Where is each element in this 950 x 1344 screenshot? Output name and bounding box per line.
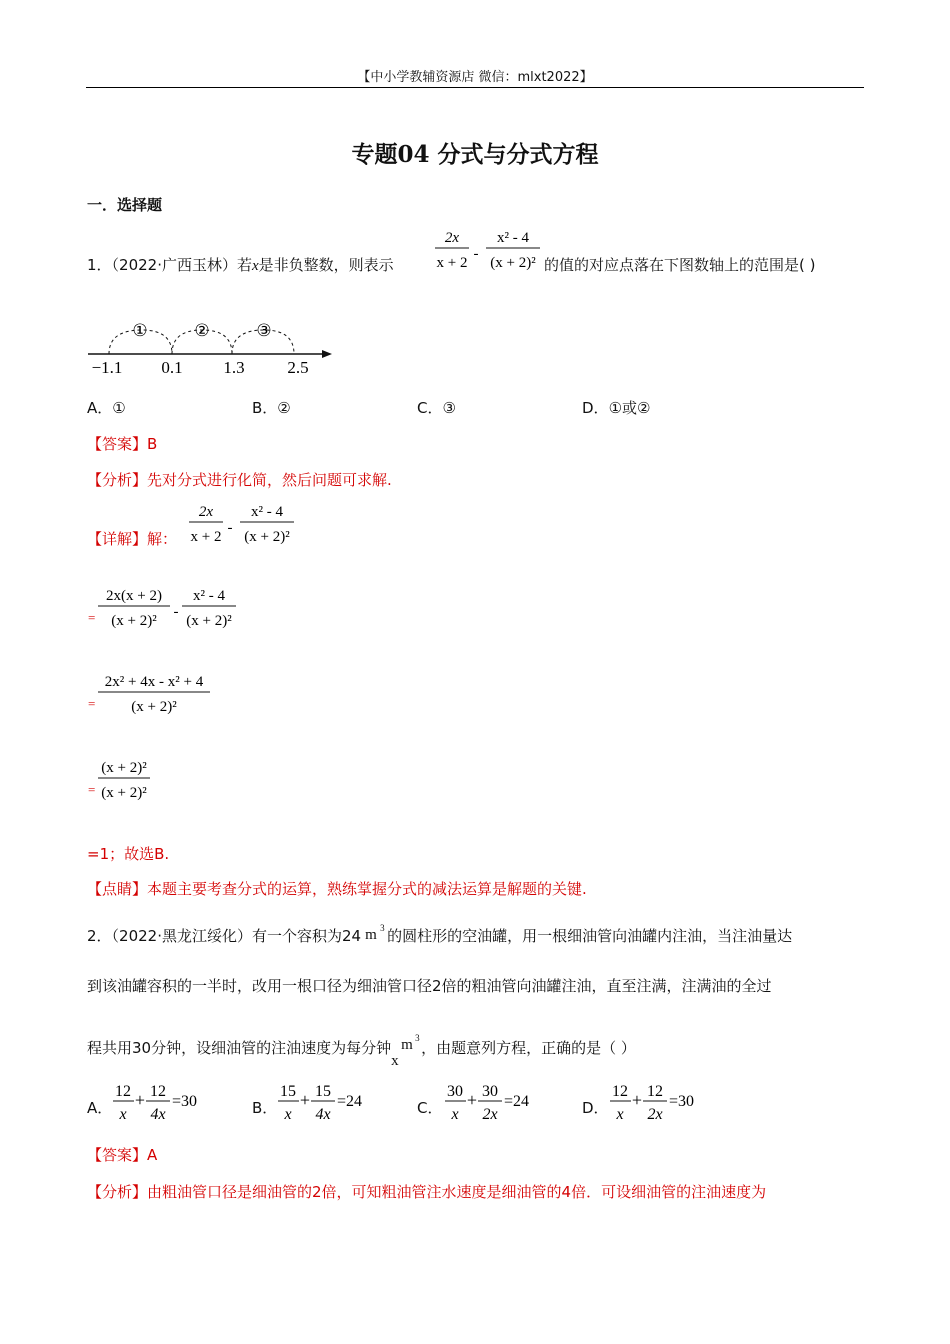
q2-unit-sup: 3 <box>380 923 385 933</box>
q2-option-c-equation <box>442 1080 542 1126</box>
eq-n1: 30 <box>447 1083 463 1100</box>
arrow-right-icon <box>322 350 332 358</box>
q1-comment <box>87 878 587 899</box>
option-text: ① <box>112 399 126 417</box>
q1-step-2 <box>86 670 226 722</box>
q1-number: 1． <box>87 256 112 274</box>
q1-option-b <box>252 397 291 418</box>
comment-text: 本题主要考查分式的运算，熟练掌握分式的减法运算是解题的关键. <box>147 880 587 898</box>
eq-d2: 4x <box>315 1106 331 1123</box>
q1-expr-f1-num: 2x <box>444 230 460 246</box>
answer-tag: 【答案】 <box>87 435 148 453</box>
q1-expr-f1-den: x + 2 <box>436 255 468 271</box>
q2-unit-2: m <box>401 1037 413 1053</box>
answer-value: B <box>147 435 158 453</box>
step-den: (x + 2)² <box>131 699 177 715</box>
q2-option-b-letter: B． <box>252 1099 278 1117</box>
q1-var: x <box>252 258 259 274</box>
header-divider <box>86 87 864 88</box>
q2-answer <box>87 1144 157 1165</box>
q2-option-d-letter: D． <box>582 1099 609 1117</box>
arc-label-1: ① <box>132 321 148 340</box>
answer-value: A <box>147 1146 158 1164</box>
detail-f1-num: 2x <box>198 504 214 520</box>
option-text: ①或② <box>608 399 651 417</box>
eq-d1: x <box>119 1106 127 1123</box>
q2-line-2: 到该油罐容积的一半时，改用一根口径为细油管口径2倍的粗油管向油罐注油，直至注满，注满油的全过 <box>87 977 772 995</box>
detail-f2-den: (x + 2)² <box>244 529 290 545</box>
detail-f1-den: x + 2 <box>190 529 222 545</box>
detail-minus: - <box>227 520 233 536</box>
q1-analysis <box>87 469 392 490</box>
option-letter: C． <box>417 399 443 417</box>
analysis-text: 先对分式进行化简，然后问题可求解. <box>147 471 392 489</box>
step-den: (x + 2)² <box>111 613 157 629</box>
q2-option-d-equation <box>607 1080 707 1126</box>
q2-option-a-letter: A． <box>87 1099 113 1117</box>
arc-label-2: ② <box>194 321 210 340</box>
eq-n2: 12 <box>647 1083 663 1100</box>
q2-option-b-equation <box>275 1080 375 1126</box>
eq-d1: x <box>616 1106 624 1123</box>
eq-n1: 12 <box>612 1083 628 1100</box>
eq-rhs: =30 <box>669 1093 695 1110</box>
q1-source: （2022·广西玉林）若 <box>111 256 252 274</box>
tick-label-4: 2.5 <box>287 358 309 377</box>
q1-option-d <box>582 397 650 418</box>
answer-tag: 【答案】 <box>87 1146 148 1164</box>
option-letter: B． <box>252 399 278 417</box>
q1-option-c <box>417 397 456 418</box>
eq-n2: 12 <box>150 1083 166 1100</box>
detail-lead: 解： <box>147 530 178 548</box>
q1-option-a <box>87 397 126 418</box>
q2-line1-a: （2022·黑龙江绥化）有一个容积为24 <box>111 927 362 945</box>
eq-op: + <box>299 1090 311 1110</box>
tick-label-1: −1.1 <box>91 358 123 377</box>
option-text: ② <box>277 399 291 417</box>
step-num: (x + 2)² <box>101 760 147 776</box>
q1-expr-minus: - <box>473 246 479 262</box>
step-den: (x + 2)² <box>101 785 147 801</box>
eq-op: + <box>134 1090 146 1110</box>
eq-op: + <box>466 1090 478 1110</box>
q2-line3-a: 程共用30分钟，设细油管的注油速度为每分钟 <box>87 1039 392 1057</box>
eq-n2: 15 <box>315 1083 331 1100</box>
q2-unit-sup-2: 3 <box>415 1033 420 1043</box>
q1-number-line <box>86 316 346 382</box>
detail-tag: 【详解】 <box>87 530 148 548</box>
page-title: 专题04 分式与分式方程 <box>351 141 599 168</box>
step-num: 2x(x + 2) <box>106 588 162 604</box>
q2-line-3 <box>87 1033 636 1069</box>
eq-n2: 30 <box>482 1083 498 1100</box>
q2-option-a-equation <box>110 1080 210 1126</box>
q1-step-1 <box>86 584 246 636</box>
eq-n1: 15 <box>280 1083 296 1100</box>
q1-expr-f2-num: x² - 4 <box>497 230 529 246</box>
arc-label-3: ③ <box>256 321 272 340</box>
option-letter: D． <box>582 399 609 417</box>
detail-f2-num: x² - 4 <box>251 504 283 520</box>
eq-rhs: =24 <box>337 1093 363 1110</box>
eq-rhs: =24 <box>504 1093 530 1110</box>
q2-line1-b: 的圆柱形的空油罐，用一根细油管向油罐内注油，当注油量达 <box>387 927 793 945</box>
q1-step-3 <box>86 756 166 808</box>
eq-d2: 2x <box>647 1106 663 1123</box>
page-header: 【中小学教辅资源店 微信：mlxt2022】 <box>357 70 593 85</box>
q1-stem-end: 的值的对应点落在下图数轴上的范围是( ) <box>544 256 816 274</box>
q1-detail-expression <box>186 500 298 552</box>
q2-line3-var: x <box>391 1053 399 1069</box>
comment-tag: 【点睛】 <box>87 880 148 898</box>
q2-option-c-letter: C． <box>417 1099 443 1117</box>
analysis-tag: 【分析】 <box>87 1183 148 1201</box>
step-eq: = <box>88 610 96 625</box>
eq-d1: x <box>451 1106 459 1123</box>
step-num: 2x² + 4x - x² + 4 <box>104 674 204 690</box>
q1-detail <box>87 528 177 549</box>
step-minus: - <box>173 604 179 620</box>
q2-analysis <box>87 1181 766 1202</box>
q1-stem-mid: 是非负整数，则表示 <box>258 256 394 274</box>
step-eq: = <box>88 696 96 711</box>
step-eq: = <box>88 782 96 797</box>
option-letter: A． <box>87 399 113 417</box>
step-den2: (x + 2)² <box>186 613 232 629</box>
eq-d2: 4x <box>150 1106 166 1123</box>
option-text: ③ <box>442 399 456 417</box>
q1-stem <box>87 254 394 275</box>
q1-expression <box>432 226 544 278</box>
eq-d1: x <box>284 1106 292 1123</box>
eq-n1: 12 <box>115 1083 131 1100</box>
q1-answer <box>87 433 157 454</box>
eq-op: + <box>631 1090 643 1110</box>
q2-number: 2． <box>87 927 112 945</box>
tick-label-3: 1.3 <box>223 358 245 377</box>
q1-result: =1；故选B. <box>87 845 170 863</box>
tick-label-2: 0.1 <box>161 358 183 377</box>
analysis-text: 由粗油管口径是细油管的2倍，可知粗油管注水速度是细油管的4倍．可设细油管的注油速度为 <box>147 1183 767 1201</box>
section-heading: 一．选择题 <box>87 196 163 214</box>
step-num2: x² - 4 <box>193 588 225 604</box>
q1-expr-f2-den: (x + 2)² <box>490 255 536 271</box>
eq-d2: 2x <box>482 1106 498 1123</box>
q2-line-1 <box>87 925 792 946</box>
analysis-tag: 【分析】 <box>87 471 148 489</box>
q2-unit: m <box>365 927 377 943</box>
eq-rhs: =30 <box>172 1093 198 1110</box>
q2-line3-b: ，由题意列方程，正确的是（ ） <box>421 1039 636 1057</box>
